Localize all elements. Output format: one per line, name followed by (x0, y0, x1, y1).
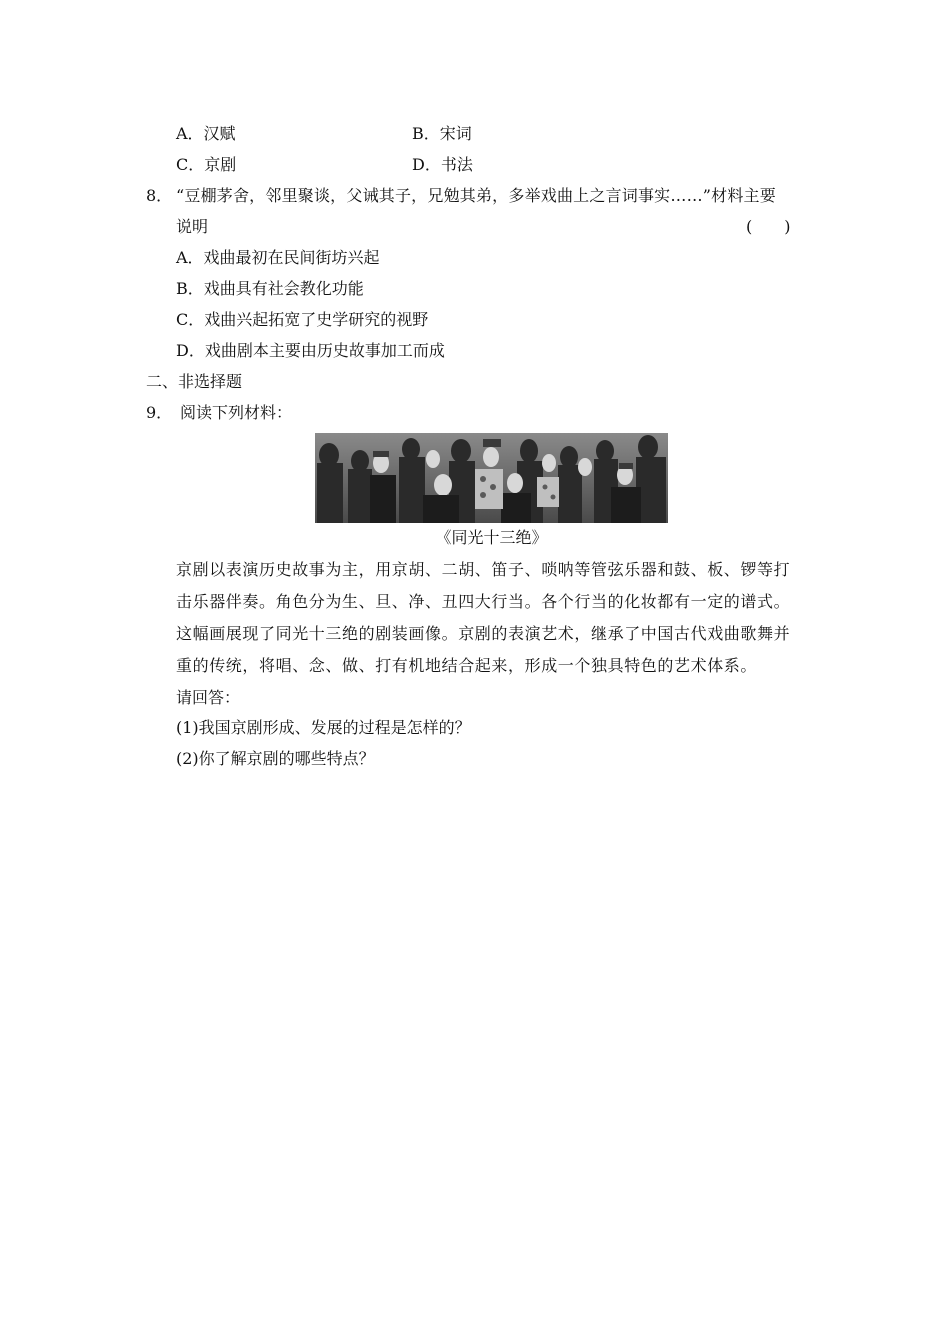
q8-number: 8． (146, 186, 173, 205)
subquestion-2: (2)你了解京剧的哪些特点？ (176, 749, 375, 768)
section-heading: 二、非选择题 (146, 372, 243, 391)
q7-option-c: C．京剧 (176, 155, 237, 174)
q9-number: 9． (146, 403, 173, 422)
material-line-2: 击乐器伴奏。角色分为生、旦、净、丑四大行当。各个行当的化妆都有一定的谱式。 (176, 592, 791, 611)
material-line-3: 这幅画展现了同光十三绝的剧装画像。京剧的表演艺术，继承了中国古代戏曲歌舞并 (176, 624, 791, 643)
answer-prompt: 请回答： (176, 688, 241, 707)
q8-stem-line2: 说明 (176, 217, 209, 236)
q7-option-a: A．汉赋 (176, 124, 236, 143)
q8-option-a: A．戏曲最初在民间街坊兴起 (176, 248, 380, 267)
q7-option-d: D．书法 (412, 155, 473, 174)
material-line-1: 京剧以表演历史故事为主，用京胡、二胡、笛子、唢呐等管弦乐器和鼓、板、锣等打 (176, 560, 791, 579)
opera-painting-svg (315, 433, 668, 523)
q7-option-b: B．宋词 (412, 124, 472, 143)
q8-option-b: B．戏曲具有社会教化功能 (176, 279, 364, 298)
figure-caption: 《同光十三绝》 (435, 528, 548, 547)
q8-option-c: C．戏曲兴起拓宽了史学研究的视野 (176, 310, 429, 329)
subquestion-1: (1)我国京剧形成、发展的过程是怎样的？ (176, 718, 471, 737)
material-line-4: 重的传统，将唱、念、做、打有机地结合起来，形成一个独具特色的艺术体系。 (176, 656, 758, 675)
q9-intro: 阅读下列材料： (180, 403, 293, 422)
opera-painting-image (315, 433, 668, 523)
q8-option-d: D．戏曲剧本主要由历史故事加工而成 (176, 341, 445, 360)
q8-answer-paren: ( ) (746, 217, 791, 236)
q8-stem-line1: “豆棚茅舍，邻里聚谈，父诫其子，兄勉其弟，多举戏曲上之言词事实……”材料主要 (176, 186, 776, 205)
